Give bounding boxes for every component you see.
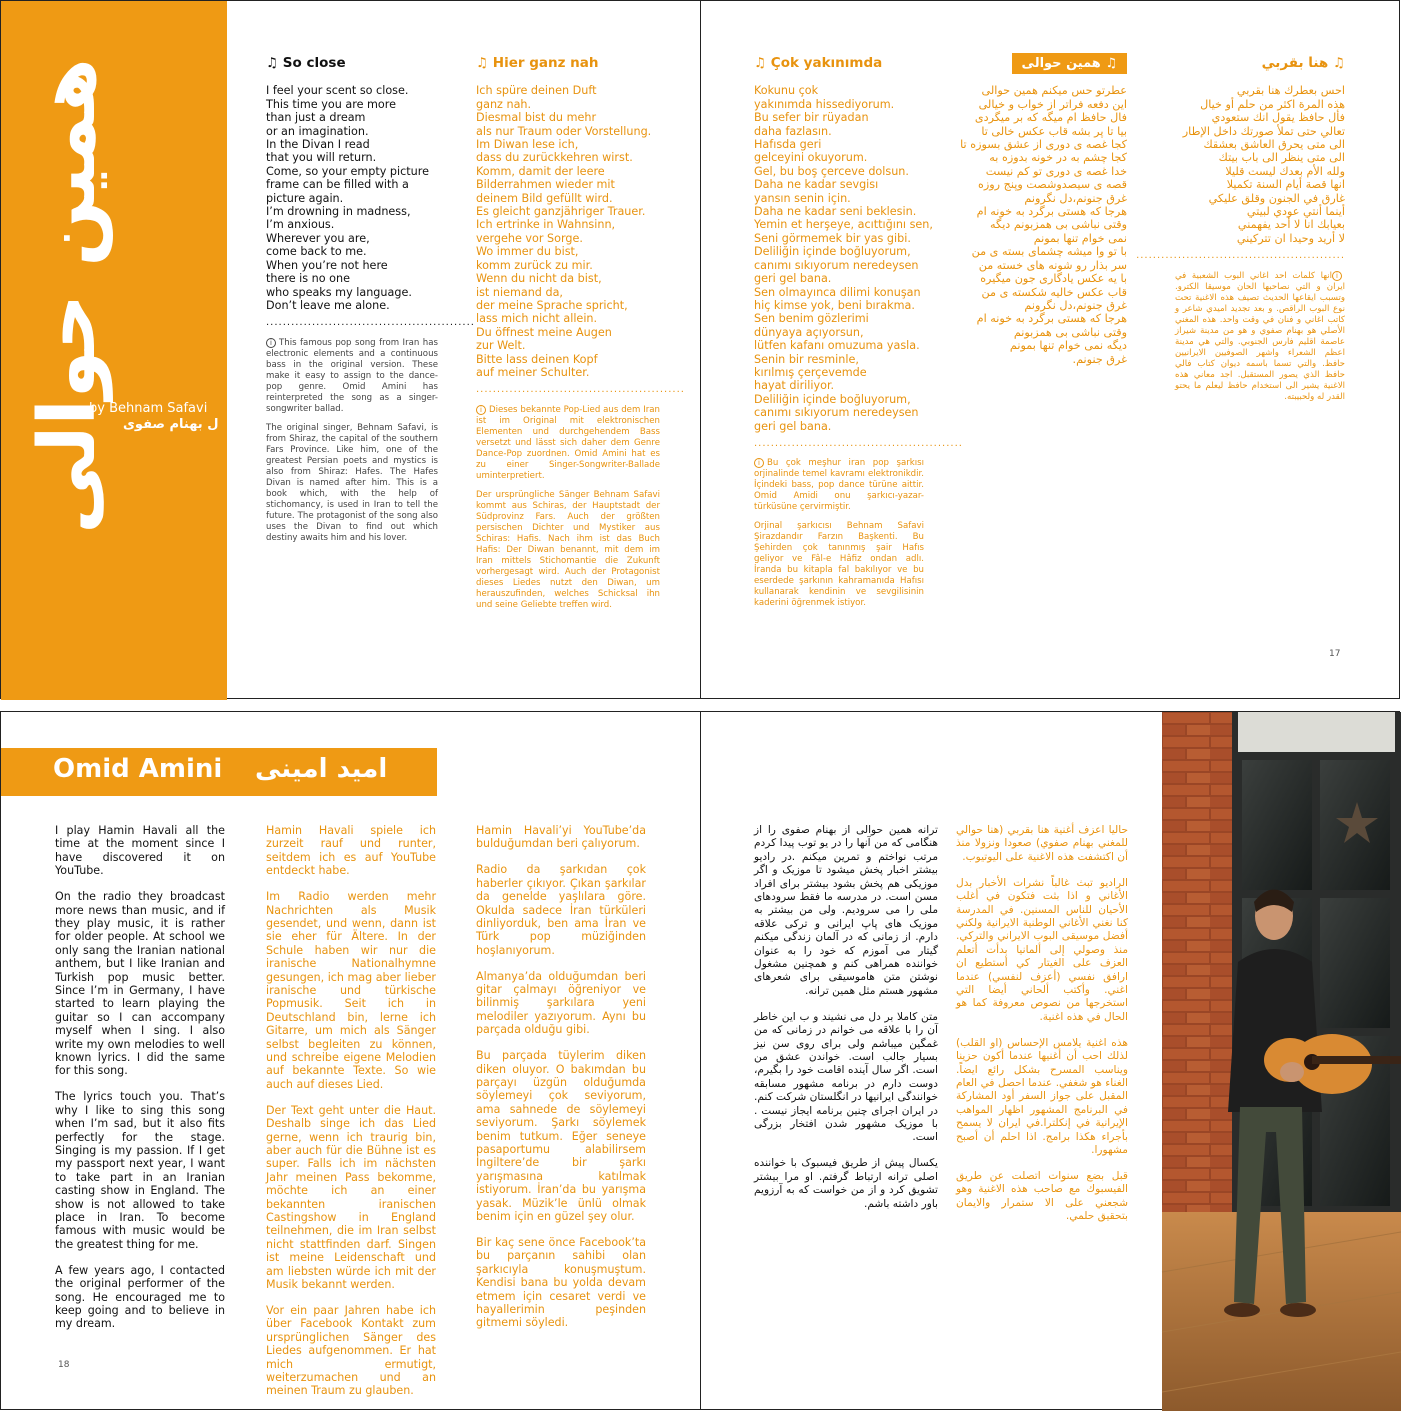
info-icon: i [476, 405, 486, 415]
lyric-line: or an imagination. [266, 124, 369, 138]
paragraph: Bir kaç sene önce Facebook’ta bu parçanın sahibi olan şarkıcıyla konuşmuştum. Kendisi bana bu yolda devam etmem için cesaret verdi ve hayallerimin peşinden gitmemi söyledi. [476, 1235, 646, 1330]
lyric-line: کجا غصه ی دوری از عشق بسوزه تا [960, 138, 1127, 152]
paragraph: Hamin Havali spiele ich zurzeit rauf und runter, seitdem ich es auf YouTube entdeckt habe. [266, 824, 436, 878]
lyric-line: أينما أنتي عودي لبيتي [1246, 205, 1345, 219]
lyric-line: غرق جنونم،دل نگرونم [1024, 298, 1127, 312]
persian-interview-column [754, 824, 938, 1223]
lyric-line: Yemin et herşeye, acıttığını sen, [754, 218, 933, 232]
lyric-line: Don’t leave me alone. [266, 298, 390, 312]
lyric-line: کجا چشم به در خونه بدوزه به [989, 151, 1127, 165]
paragraph: قبل بضع سنوات اتصلت عن طريق الفيسبوك مع صاحب هذه الاغنية وهو شجعني على الا ستمرار والايمان بتحقيق حلمي. [956, 1169, 1128, 1223]
divider: .................................................. [754, 437, 963, 449]
lyric-line: yakınımda hissediyorum. [754, 97, 895, 111]
divider: .................................................. [476, 384, 685, 396]
lyric-line: Seni görmemek bir yas gibi. [754, 231, 911, 245]
lyric-line: نمی خوام تنها بمونم [1033, 231, 1127, 245]
lyric-line: وقتی نباشی بی همزبونم دیگه [990, 218, 1127, 232]
lyric-line: zur Welt. [476, 339, 526, 353]
lyric-line: yansın senin için. [754, 191, 851, 205]
lyric-line: Daha ne kadar sevgisı [754, 178, 879, 192]
paragraph: On the radio they broadcast more news than music, and if they play music, it is rather for older people. At school we only sang the Iranian national anthem, but I like Iranian and Turkish pop music better. Since I’m in Germany, I have started to learn playing the guitar so I can accompany myself when I sing. I also write my own melodies to well known lyrics. I did the same for this song. [55, 890, 225, 1078]
german-song-title: ♫ Hier ganz nah [476, 55, 599, 71]
lyric-line: این دفعه فراتر از خواب و خیالی [978, 97, 1127, 111]
arabic-lyrics [1175, 84, 1345, 245]
lyric-line: فال حافظ ام میگه که بر میگردی [974, 111, 1127, 125]
paragraph: یکسال پیش از طریق فیسبوک با خواننده اصلی ترانه ارتباط گرفتم. او مرا بیشتر تشویق کرد و از من خواست که به آرزویم باور داشته باشم. [754, 1157, 938, 1210]
lyric-line: لا أريد وحيدا ان تتركيني [1236, 231, 1345, 245]
lyric-line: فأل حافظ يقول انك ستعودي [1211, 111, 1345, 125]
english-interview-column [55, 824, 225, 1343]
lyric-line: come back to me. [266, 245, 367, 259]
lyric-line: vergehe vor Sorge. [476, 231, 583, 245]
lyric-line: hiç kimse yok, beni bırakma. [754, 298, 915, 312]
lyric-line: Deliliğin içinde boğluyorum, [754, 392, 911, 406]
lyric-line: hayat diriliyor. [754, 379, 835, 393]
turkish-note-2: Orjinal şarkıcısı Behnam Safavi Şirazdandır Farzın Başkenti. Bu Şehirden çok tanınmış şair Hafıs geliyor ve Fâl-e Hâfiz ondan adlı. İranda bu kitapla fal bakılıyor ve bu eserdede şarkının kahramanıda Hafısı kullanarak kendinin ve sevgilisinin kaderini öğrenmek istiyor. [754, 521, 924, 609]
turkish-lyrics [754, 84, 933, 433]
lyric-line: lass mich nicht allein. [476, 312, 598, 326]
vertical-title [23, 58, 113, 534]
english-note-2: The original singer, Behnam Safavi, is from Shiraz, the capital of the southern Fars Province. Like him, one of the greatest Persian poets and mystics is also from Shiraz: Hafes. The Hafes Divan is named after him. This is a book which, with the help of stichomancy, is used in Iran to tell the future. The protagonist of the song also uses the Divan to find out which destiny awaits him and his lover. [266, 422, 438, 543]
page-19 [700, 711, 1400, 1410]
lyric-line: der meine Sprache spricht, [476, 298, 628, 312]
lyric-line: Bu sefer bir rüyadan [754, 111, 869, 125]
paragraph: حاليا اعزف أغنية هنا بقربي (هنا حوالي للمغني بهنام صفوي) صعودا ونزولا منذ أن اكتشفت هذه الاغنية على اليوتيوب. [956, 824, 1128, 863]
lyric-line: ولله الأم بعدك ليست قليلا [1225, 164, 1345, 178]
lyric-line: I’m anxious. [266, 218, 335, 232]
lyric-line: غرق جنونم،دل نگرونم [1024, 191, 1127, 205]
paragraph: متن کاملا بر دل می نشیند و ب این خاطر آن را با علاقه می خوانم در زمانی که من غمگین میباشم ولی برای روی سن نیز بسیار جالب است. خواندن عشق من است. اگر سال آینده اقامت خود را بگیرم، دوست دارم در برنامه مشهور مسابقه خوانندگی ایرانیها در انگلستان شرکت کنم. در ایران اجرای چنین برنامه ایجاز نیست . با موزیک مشهور شدن افتخار بزرگی است. [754, 1010, 938, 1144]
turkish-lyrics-column [754, 55, 963, 609]
lyric-line: هرجا که هستی برگرد به خونه ام [976, 205, 1127, 219]
persian-lyrics-column [960, 53, 1127, 366]
lyric-line: سر بذار رو شونه های خسته من [978, 258, 1127, 272]
lyric-line: هذه المرة اكثر من حلم أو خيال [1200, 97, 1345, 111]
lyric-line: Wenn du nicht da bist, [476, 272, 602, 286]
lyric-line: قاب عکس خالیه شکسته ی من [981, 285, 1127, 299]
turkish-note-1: i Bu çok meşhur iran pop şarkısı orjinalinde temel kavramı elektronikdir. İçindeki bass, pop dance türüne aittir. Omid Amidi onu şarkıcı-yazar-türküsüne çervirmiştir. [754, 458, 924, 513]
lyric-line: Deliliğin içinde boğluyorum, [754, 245, 911, 259]
lyric-line: lütfen kafanı omuzuma yasla. [754, 339, 920, 353]
lyric-line: Bilderrahmen wieder mit [476, 178, 615, 192]
persian-lyrics [960, 84, 1127, 366]
lyric-line: I’m drowning in madness, [266, 205, 411, 219]
german-lyrics-column [476, 55, 685, 611]
turkish-interview-column [476, 824, 646, 1342]
lyric-line: deinem Bild gefüllt wird. [476, 191, 613, 205]
info-icon: i [266, 338, 276, 348]
lyric-line: Wherever you are, [266, 231, 370, 245]
lyric-line: Senin bir resminle, [754, 352, 859, 366]
lyric-line: Sen olmayınca dilimi konuşan [754, 285, 921, 299]
lyric-line: قصه ی سیصدوشصت وپنج روزه [978, 178, 1127, 192]
page-18 [0, 711, 701, 1410]
lyric-line: Gel, bu boş çerceve dolsun. [754, 164, 909, 178]
byline-english: by Behnam Safavi [89, 401, 208, 416]
lyric-line: بیا تا پر بشه قاب عکس خالی تا [981, 124, 1127, 138]
page-17 [700, 0, 1400, 699]
lyric-line: Ich spüre deinen Duft [476, 84, 597, 98]
banner-name-persian: امید امینی [255, 754, 388, 784]
lyric-line: غارق في الجنون وقلق عليكي [1208, 191, 1345, 205]
paragraph: A few years ago, I contacted the original performer of the song. He encouraged me to keep going and to believe in my dream. [55, 1263, 225, 1331]
lyric-line: Komm, damit der leere [476, 164, 605, 178]
paragraph: Radio da şarkıdan çok haberler çıkıyor. Çıkan şarkılar da genelde yaşlılara göre. Okulda sadece İran türküleri dinliyorduk, ben ama İran ve Türk pop müziğinden hoşlanıyorum. [476, 863, 646, 957]
paragraph: الراديو تبث غالباً نشرات الأخبار بدل الأغاني و اذا بثت فتكون في أغلب الأحيان للناس المسنين. في المدرسة كنا نغني الأغاني الوطنية الايرانية ولكني أفضل موسيقى البوب الايراني والتركي. منذ وصولي إلى ألمانيا بدأت أتعلم العزف على الغيتار كي أستطيع ان ارافق نفسي (أعزف لنفسي) عندما اغني. وأكتب ألحاني أيضا التي استخرجها من نصوص معروفة كما هو الحال في هذه اغنية. [956, 876, 1128, 1023]
lyric-line: Wo immer du bist, [476, 245, 579, 259]
lyric-line: geri gel bana. [754, 272, 832, 286]
lyric-line: ist niemand da, [476, 285, 563, 299]
lyric-line: الى متى يحرق العاشق بعشقك [1203, 138, 1345, 152]
lyric-line: هرجا که هستی برگرد به خونه ام [976, 312, 1127, 326]
lyric-line: Sen benim gözlerimi [754, 312, 869, 326]
paragraph: The lyrics touch you. That’s why I like to sing this song when I’m sad, but it also fits perfectly for the stage. Singing is my passion. If I get my passport next year, I want to take part in an Iranian casting show in England. The show is not allowed to take place in Iran. To become famous with music would be the greatest thing for me. [55, 1090, 225, 1251]
lyric-line: Du öffnest meine Augen [476, 325, 612, 339]
lyric-line: الى متى ينظر الى باب بيتك [1218, 151, 1345, 165]
lyric-line: geri gel bana. [754, 419, 832, 433]
lyric-line: Bitte lass deinen Kopf [476, 352, 598, 366]
lyric-line: who speaks my language. [266, 285, 412, 299]
lyric-line: بعيابك انا لا أحد يفهمني [1237, 218, 1345, 232]
lyric-line: that you will return. [266, 151, 377, 165]
lyric-line: تعالي حتى تملأ صورتك داخل الإطار [1182, 124, 1345, 138]
lyric-line: komm zurück zu mir. [476, 258, 593, 272]
divider: .................................................. [266, 317, 475, 329]
lyric-line: This time you are more [266, 97, 396, 111]
lyric-line: عطرتو حس میکنم همین حوالی [981, 84, 1127, 98]
lyric-line: auf meiner Schulter. [476, 365, 590, 379]
german-note-1: i Dieses bekannte Pop-Lied aus dem Iran ist im Original mit elektronischen Elementen und durchgehendem Bass versetzt und lässt sich daher dem Genre Dance-Pop zuordnen. Omid Amini hat es zu einer Singer-Songwriter-Ballade uminterpretiert. [476, 404, 660, 481]
banner-name-english: Omid Amini [53, 754, 223, 784]
lyric-line: انها قصة أيام السنة تكميلا [1226, 178, 1345, 192]
lyric-line: ganz nah. [476, 97, 532, 111]
lyric-line: als nur Traum oder Vorstellung. [476, 124, 652, 138]
lyric-line: than just a dream [266, 111, 366, 125]
lyric-line: gelceyini okuyorum. [754, 151, 868, 165]
lyric-line: there is no one [266, 272, 350, 286]
german-note-2: Der ursprüngliche Sänger Behnam Safavi kommt aus Schiras, der Hauptstadt der Südprovinz Fars. Auch der größten persischen Dichter und Mystiker aus Schiras: Hafis. Nach ihm ist das Buch Hafis: Der Diwan benannt, mit dem im Iran mittels Stichomantie die Zukunft vorhergesagt wird. Auch der Protagonist dieses Liedes nutzt den Diwan, um herauszufinden, welches Schicksal ihn und seine Geliebte treffen wird. [476, 489, 660, 610]
lyric-line: daha fazlasın. [754, 124, 832, 138]
paragraph: ترانه همین حوالی از بهنام صفوی را از هنگامی که من آنها را در یو توب پیدا کردم مرتب نواختم و تمرین میکنم .در رادیو بیشتر اخبار پخش میشود تا موزیک و اگر موزیکی هم پخش بشود بیشتر برای افراد مسن است. در مدرسه ما فقط سرودهای ملی را می سرودیم. ولی من بیشتر به موزیک های پاپ ایرانی و ترکی علاقه دارم. از زمانی که در آلمان زندگی میکنم گیتار می آموزم که خود را به عنوان خواننده همراهی کنم و همچنین مشغول نوشتن متن هاموسیقی برای شعرهای مشهور هستم مثل همین ترانه. [754, 824, 938, 997]
lyric-line: canımı sıkıyorum neredeysen [754, 406, 919, 420]
paragraph: هذه اغنية يلامس الإحساس (او القلب) لذلك احب أن أغنيها عندما أكون حزينا ويناسب المسرح بشكل رائع ايضاً. الغناء هو شغفي. عندما احصل في العام المقبل على جواز السفر أود المشاركة في البرنامج المشهور اظهار المواهب الإيرانية في إنكلترا.في ايران لا يسمح بأجراء هكذا برامج. اذا احلم أن أصبح مشهورا. [956, 1036, 1128, 1156]
divider: .................................................. [1136, 250, 1345, 262]
paragraph: Im Radio werden mehr Nachrichten als Musik gesendet, und wenn, dann ist sie eher für Ältere. In der Schule haben wir nur die iranische Nationalhymne gesungen, ich mag aber lieber iranische und türkische Popmusik. Seit ich in Deutschland bin, lerne ich Gitarre, um mich als Sänger selbst begleiten zu können, und schreibe eigene Melodien auf bekannte Texte. So wie auch auf dieses Lied. [266, 890, 436, 1091]
paragraph: Vor ein paar Jahren habe ich über Facebook Kontakt zum ursprünglichen Sänger des Liedes aufgenommen. Er hat mich ermutigt, weiterzumachen und an meinen Traum zu glauben. [266, 1303, 436, 1398]
photo-illustration [1162, 712, 1401, 1411]
lyric-line: frame can be filled with a [266, 178, 409, 192]
arabic-note: iانها كلمات احد اغاني البوب الشعبية في ايران و التي نصاحبها الحان موسيقا الكترو. وتسبب ايقاعها الحديث تصيف هذه الاغنية تحت نوع البوب الراقص. و بعد تجديد اميدي شاعر و كاتب اغاني و فنان في وقت واحد. هذه المغني الأصلي هو بهنام صفوي و هو من مدينة شيراز عاصمة اقليم فارس الجنوبي. والتي هي مدينة اعظم الشعراء واشهر الصوفيين الايرانيين حافظ. والتي تسما باسمه ديوان كتاب فالي حافظ الذي يصور المستقبل. اجد معاني هذه الاغنية يشير الى استخدام حافظ ليعلم ما يحتو القدر له ولحبيبته. [1175, 270, 1345, 402]
lyric-line: dass du zurückkehren wirst. [476, 151, 633, 165]
english-lyrics-column [266, 55, 475, 544]
title-sidebar [1, 1, 227, 700]
info-icon: i [1332, 271, 1342, 281]
lyric-line: Ich ertrinke in Wahnsinn, [476, 218, 616, 232]
lyric-line: Daha ne kadar seni beklesin. [754, 205, 917, 219]
turkish-song-title: ♫ Çok yakınımda [754, 55, 883, 71]
info-icon: i [754, 458, 764, 468]
lyric-line: دیگه نمی خوام تنها بمونم [1009, 339, 1127, 353]
arabic-interview-column [956, 824, 1128, 1236]
lyric-line: Hafısda geri [754, 138, 822, 152]
lyric-line: Kokunu çok [754, 84, 819, 98]
paragraph: Almanya’da olduğumdan beri gitar çalmayı öğreniyor ve bilinmiş şarkılara yeni melodiler yazıyorum. Aynı bu parçada olduğu gibi. [476, 969, 646, 1037]
lyric-line: وقتی نباشی بی همزبونم [1013, 325, 1127, 339]
paragraph: Hamin Havali’yi YouTube’da bulduğumdan beri çalıyorum. [476, 824, 646, 851]
lyric-line: I feel your scent so close. [266, 84, 409, 98]
page-16 [0, 0, 701, 699]
lyric-line: با تو وا میشه چشمای بسته ی من [971, 245, 1127, 259]
paragraph: Der Text geht unter die Haut. Deshalb singe ich das Lied gerne, wenn ich traurig bin, aber auch für die Bühne ist es super. Falls ich im nächsten Jahr meinen Pass bekomme, möchte ich an einer bekannten iranischen Castingshow in England teilnehmen, die im Iran selbst nicht stattfinden darf. Singen ist meine Leidenschaft und am liebsten würde ich mit der Musik bekannt werden. [266, 1103, 436, 1291]
persian-song-title: ♫ همین حوالی [1012, 53, 1127, 74]
english-lyrics [266, 84, 438, 312]
arabic-song-title: ♫ هنا بقربي [1261, 55, 1345, 71]
lyric-line: با یه عکس یادگاری جون میگیره [980, 272, 1127, 286]
lyric-line: Come, so your empty picture [266, 164, 430, 178]
page-number: 18 [58, 1360, 70, 1370]
german-interview-column [266, 824, 436, 1410]
german-lyrics [476, 84, 660, 379]
paragraph: I play Hamin Havali all the time at the moment since I have discovered it on YouTube. [55, 824, 225, 878]
page-number: 17 [1329, 649, 1341, 659]
lyric-line: kırılmış çerçevemde [754, 365, 867, 379]
lyric-line: In the Divan I read [266, 138, 370, 152]
lyric-line: dünyaya açıyorsun, [754, 325, 864, 339]
lyric-line: Es gleicht ganzjähriger Trauer. [476, 205, 646, 219]
arabic-lyrics-column [1136, 55, 1345, 403]
lyric-line: When you’re not here [266, 258, 388, 272]
lyric-line: غرق جنونم. [1072, 352, 1127, 366]
byline-persian: ل بهنام صفوی [123, 417, 219, 432]
lyric-line: خدا غصه ی دوری تو کم نیست [985, 164, 1127, 178]
lyric-line: Diesmal bist du mehr [476, 111, 597, 125]
lyric-line: Im Diwan lese ich, [476, 138, 579, 152]
lyric-line: احس بعطرك هنا بقربي [1236, 84, 1345, 98]
paragraph: Bu parçada tüylerim diken diken oluyor. O bakımdan bu parçayı üzgün olduğumda söylemeyi çok seviyorum, ama sahnede de söylemeyi seviyorum. Şarkı söylemek benim tutkum. Eğer seneye pasaportumu alabilirsem İngiltere’de bir şarkı yarışmasına katılmak istiyorum. İran’da bu yarışma yasak. Müzik’le ünlü olmak benim için en güzel şey olur. [476, 1049, 646, 1224]
english-song-title: ♫ So close [266, 55, 346, 71]
lyric-line: picture again. [266, 191, 344, 205]
lyric-line: canımı sıkıyorum neredeysen [754, 258, 919, 272]
english-note-1: i This famous pop song from Iran has electronic elements and a continuous bass in the original version. These make it easy to assign to the dance-pop genre. Omid Amini has reinterpreted the song as a singer-songwriter ballad. [266, 337, 438, 414]
sidebar-title: همین حوالی [23, 58, 113, 534]
musician-photo [1162, 712, 1401, 1411]
